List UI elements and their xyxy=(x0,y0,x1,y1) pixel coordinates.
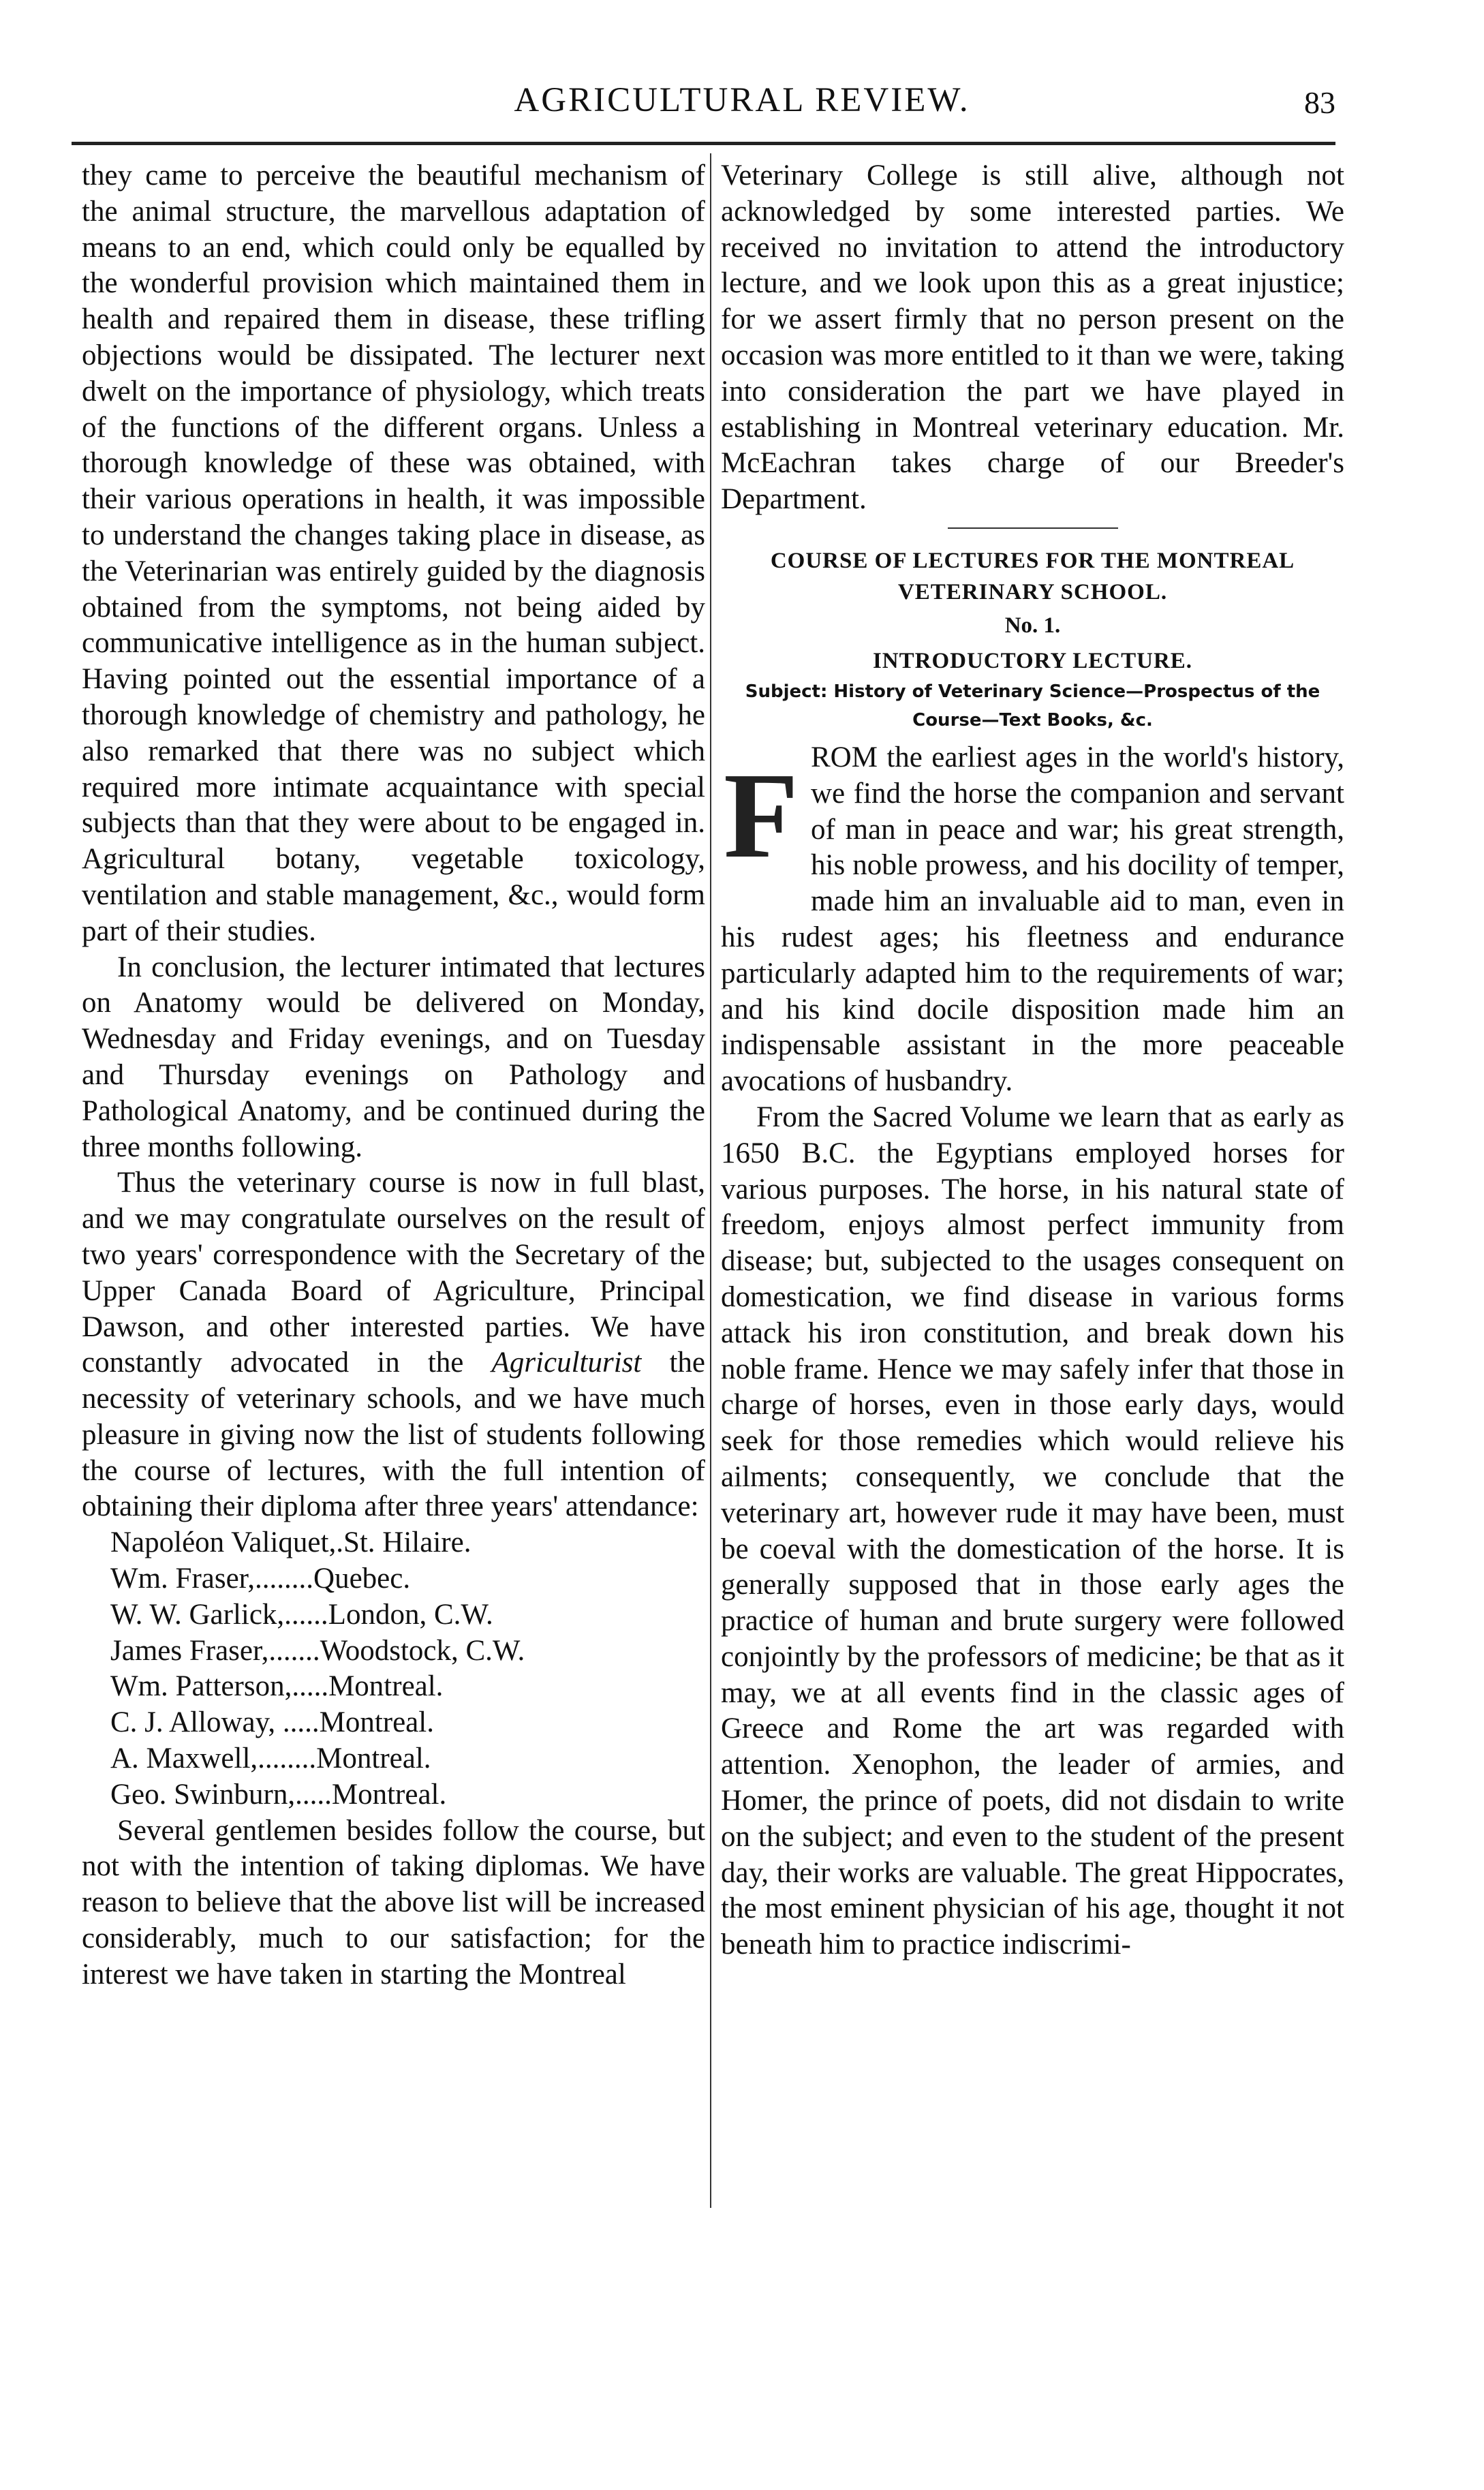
list-item: Wm. Fraser,........Quebec. xyxy=(110,1563,411,1595)
text-run: the necessity of veterinary schools, and we have much pleasure in giving now the list of students following the course of lectures, with the full intention of obtaining their diploma after three years' attendance: xyxy=(82,1347,706,1523)
header-rule xyxy=(72,142,1335,145)
list-item: Wm. Patterson,.....Montreal. xyxy=(110,1670,444,1703)
list-item: A. Maxwell,........Montreal. xyxy=(110,1742,431,1775)
paragraph: they came to perceive the beautiful mechanism of the animal structure, the marvellous adaptation of means to an end, which could only be equalled by the wonderful provision which maintained them in health and repaired them in disease, these trifling objections would be dissipated. The lecturer next dwelt on the importance of physiology, which treats of the functions of the different organs. Unless a thorough knowledge of these was obtained, with their various operations in health, it was impossible to understand the changes taking place in disease, as the Veterinarian was entirely guided by the diagnosis obtained from the symptoms, not being aided by communicative intelligence as in the human subject. Having pointed out the essential importance of a thorough knowledge of chemistry and pathology, he also remarked that there was no subject which required more intimate acquaintance with special subjects than that they were about to be engaged in. Agricultural botany, vegetable toxicology, ventilation and stable management, &c., would form part of their studies. xyxy=(82,159,705,947)
column-divider xyxy=(710,153,711,2208)
lecture-title: INTRODUCTORY LECTURE. xyxy=(872,648,1193,673)
section-rule xyxy=(948,527,1118,529)
paragraph xyxy=(721,740,1344,1100)
list-item: C. J. Alloway, .....Montreal. xyxy=(110,1706,434,1739)
italic-title: Agriculturist xyxy=(491,1347,642,1379)
section-title: COURSE OF LECTURES FOR THE MONTREAL VETERINARY SCHOOL. xyxy=(770,548,1295,604)
student-list xyxy=(82,1525,705,1813)
paragraph xyxy=(82,1165,705,1525)
list-item: James Fraser,.......Woodstock, C.W. xyxy=(110,1634,525,1667)
lecture-subject: Subject: History of Veterinary Science—Prospectus of the Course—Text Books, &c. xyxy=(745,681,1320,731)
drop-cap: F xyxy=(724,747,799,883)
left-column xyxy=(82,158,705,1993)
list-item: Napoléon Valiquet,.St. Hilaire. xyxy=(110,1526,472,1559)
running-head: AGRICULTURAL REVIEW. xyxy=(514,81,970,119)
paragraph: In conclusion, the lecturer intimated that lectures on Anatomy would be delivered on Monday, Wednesday and Friday evenings, and on Tuesday and Thursday evenings on Pathology and Pathological Anatomy, and be continued during the three months following. xyxy=(82,951,705,1163)
text-run: ROM the earliest ages in the world's history, we find the horse the companion and servant of man in peace and war; his great strength, his noble prowess, and his docility of temper, made him an invaluable aid to man, even in his rudest ages; his fleetness and endurance particularly adapted him to the requirements of war; and his kind docile disposition made him an indispensable assistant in the more peaceable avocations of husbandry. xyxy=(721,741,1344,1098)
section-number: No. 1. xyxy=(1004,613,1061,638)
list-item: Geo. Swinburn,.....Montreal. xyxy=(110,1778,447,1811)
paragraph: Veterinary College is still alive, although not acknowledged by some interested parties. We received no invitation to attend the introductory lecture, and we look upon this as a great injustice; for we assert firmly that no person present on the occasion was more entitled to it than we were, taking into consideration the part we have played in establishing in Montreal veterinary education. Mr. McEachran takes charge of our Breeder's Department. xyxy=(721,159,1344,516)
list-item: W. W. Garlick,......London, C.W. xyxy=(110,1598,493,1631)
page-number: 83 xyxy=(1304,85,1335,120)
paragraph: Several gentlemen besides follow the course, but not with the intention of taking diplomas. We have reason to believe that the above list will be increased considerably, much to our satisfaction; for the interest we have taken in starting the Montreal xyxy=(82,1814,705,1991)
text-run: Thus the veterinary course is now in full blast, and we may congratulate ourselves on the result of two years' correspondence with the Secretary of the Upper Canada Board of Agriculture, Principal Dawson, and other interested parties. We have constantly advocated in the xyxy=(82,1167,705,1379)
right-column xyxy=(721,158,1344,1963)
paragraph: From the Sacred Volume we learn that as early as 1650 B.C. the Egyptians employed horses for various purposes. The horse, in his natural state of freedom, enjoys almost perfect immunity from disease; but, subjected to the usages consequent on domestication, we find disease in various forms attack his iron constitution, and break down his noble frame. Hence we may safely infer that those in charge of horses, even in those early days, would seek for those remedies which would relieve his ailments; consequently, we conclude that the veterinary art, however rude it may have been, must be coeval with the domestication of the horse. It is generally supposed that in those early ages the practice of human and brute surgery were followed conjointly by the professors of medicine; be that as it may, we at all events find in the classic ages of Greece and Rome the art was regarded with attention. Xenophon, the leader of armies, and Homer, the prince of poets, did not disdain to write on the subject; and even to the student of the present day, their works are valuable. The great Hippocrates, the most eminent physician of his age, thought it not beneath him to practice indiscrimi- xyxy=(721,1101,1344,1961)
